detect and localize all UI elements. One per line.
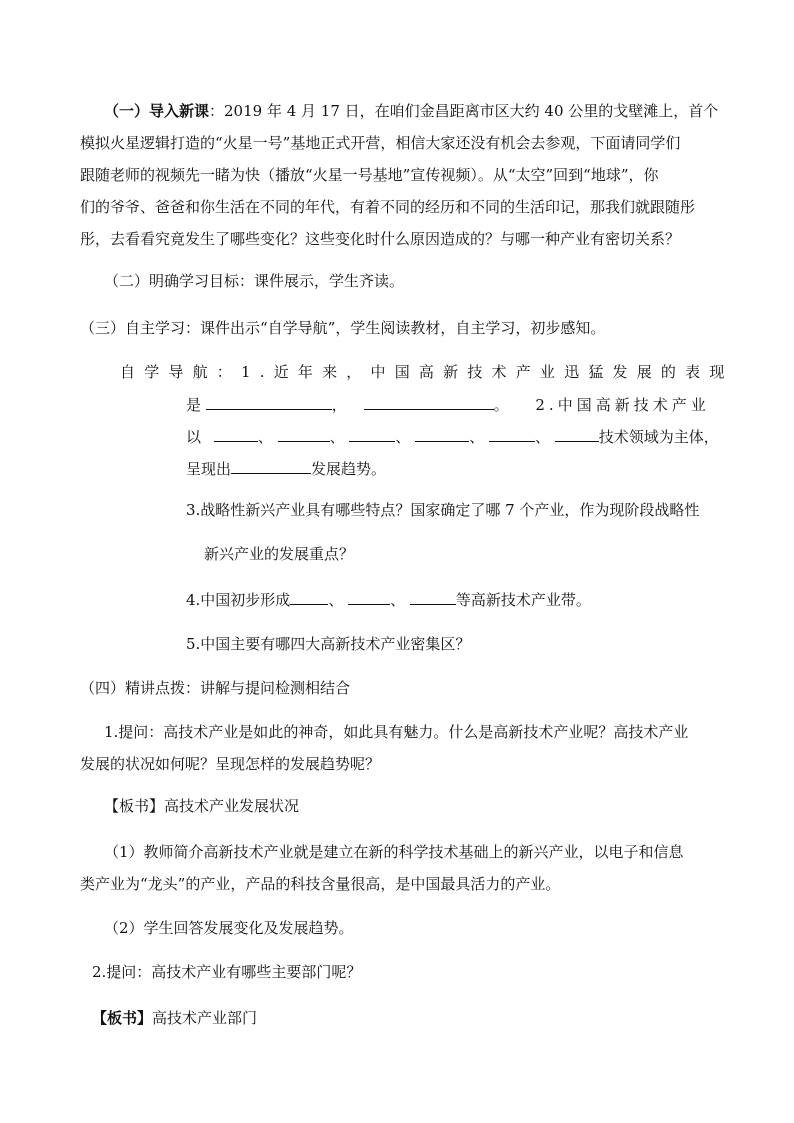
answer-blank[interactable] xyxy=(206,394,332,410)
nav-q2-trend-line: 呈现出 发展趋势。 xyxy=(186,460,387,478)
board-text: 高技术产业部门 xyxy=(152,1009,258,1027)
item-2: （2）学生回答发展变化及发展趋势。 xyxy=(104,919,354,937)
learning-goals: （二）明确学习目标：课件展示，学生齐读。 xyxy=(104,272,405,290)
intro-paragraph-line-3: 跟随老师的视频先一睹为快（播放“火星一号基地”宣传视频）。从“太空”回到“地球”，你 xyxy=(80,166,659,184)
nav-q3-line-1: 3.战略性新兴产业具有哪些特点？国家确定了哪 7 个产业，作为现阶段战略性 xyxy=(186,501,700,519)
nav-q3-line-2: 新兴产业的发展重点？ xyxy=(204,545,355,563)
intro-paragraph-line-5: 彤，去看看究竟发生了哪些变化？这些变化时什么原因造成的？与哪一种产业有密切关系？ xyxy=(80,230,681,248)
answer-blank[interactable] xyxy=(410,589,456,605)
item-1-line-1: （1）教师简介高新技术产业就是建立在新的科学技术基础上的新兴产业，以电子和信息 xyxy=(104,843,684,861)
intro-text-1: ：2019 年 4 月 17 日，在咱们金昌距离市区大约 40 公里的戈壁滩上，首个 xyxy=(209,102,719,120)
nav-q4-line: 4.中国初步形成 、 、 等高新技术产业带。 xyxy=(186,591,591,609)
nav-q1-line-1: 自学导航：1.近年来，中国高新技术产业迅猛发展的表现 xyxy=(120,363,734,381)
answer-blank[interactable] xyxy=(364,394,494,410)
board-text: 高技术产业发展状况 xyxy=(164,797,300,815)
answer-blank[interactable] xyxy=(415,426,469,442)
answer-blank[interactable] xyxy=(555,426,599,442)
nav-q2-line: 以 、 、 、 、 、 技术领域为主体， xyxy=(186,428,719,446)
section-4-title: （四）精讲点拨：讲解与提问检测相结合 xyxy=(80,679,351,697)
answer-blank[interactable] xyxy=(214,426,258,442)
self-study: （三）自主学习：课件出示“自学导航”，学生阅读教材，自主学习，初步感知。 xyxy=(80,319,606,337)
board-bracket: 【板书】 xyxy=(104,797,165,815)
intro-heading: （一）导入新课 xyxy=(104,102,210,120)
board-bracket: 【板书】 xyxy=(92,1009,153,1027)
answer-blank[interactable] xyxy=(348,589,390,605)
intro-paragraph-line-4: 们的爷爷、爸爸和你生活在不同的年代，有着不同的经历和不同的生活印记，那我们就跟随彤 xyxy=(80,198,696,216)
board-note-1 xyxy=(104,796,299,816)
item-1-line-2: 类产业为“龙头”的产业，产品的科技含量很高，是中国最具活力的产业。 xyxy=(80,875,561,893)
answer-blank[interactable] xyxy=(290,589,328,605)
answer-blank[interactable] xyxy=(349,426,395,442)
intro-paragraph-line-2: 模拟火星逻辑打造的“火星一号”基地正式开营，相信大家还没有机会去参观，下面请同学们 xyxy=(80,134,681,152)
answer-blank[interactable] xyxy=(278,426,330,442)
intro-paragraph-line-1 xyxy=(104,101,718,121)
nav-q1-line-2: 是 ， 。 2.中国高新技术产业 xyxy=(186,396,710,414)
board-note-2 xyxy=(92,1008,257,1028)
answer-blank[interactable] xyxy=(489,426,535,442)
answer-blank[interactable] xyxy=(231,458,311,474)
nav-q5-line: 5.中国主要有哪四大高新技术产业密集区？ xyxy=(186,635,471,653)
question-2: 2.提问：高技术产业有哪些主要部门呢？ xyxy=(92,963,362,981)
question-1-line-1: 1.提问：高技术产业是如此的神奇，如此具有魅力。什么是高新技术产业呢？高技术产业 xyxy=(104,723,689,741)
question-1-line-2: 发展的状况如何呢？呈现怎样的发展趋势呢？ xyxy=(80,755,381,773)
